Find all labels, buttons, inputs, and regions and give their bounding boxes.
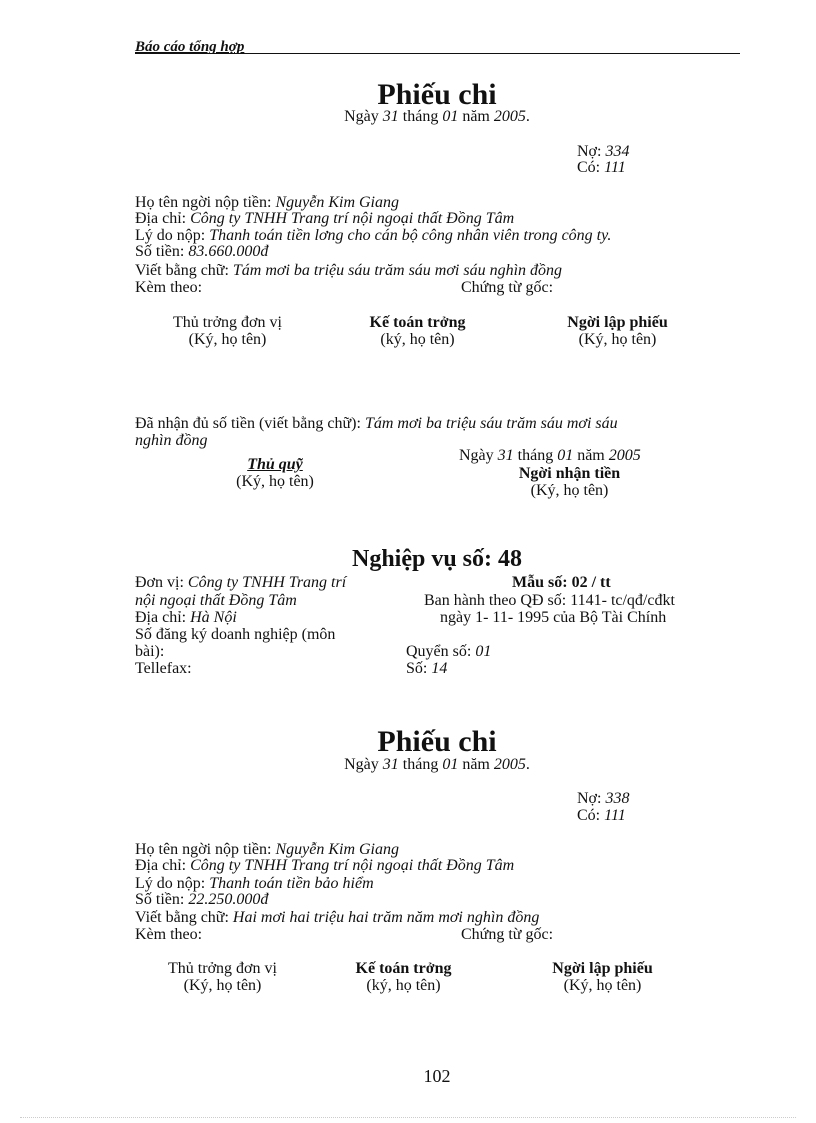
receipt-1-amount: Số tiền: 83.660.000đ xyxy=(135,243,269,260)
receipt-2-attach: Kèm theo: xyxy=(135,926,203,943)
operation-registration: Số đăng ký doanh nghiệp (môn xyxy=(135,626,336,643)
receipt-1-title: Phiếu chi xyxy=(377,78,497,111)
receipt-1-attach: Kèm theo: xyxy=(135,279,203,296)
receipt-1-sign-accountant: Kế toán trởng (ký, họ tên) xyxy=(369,314,466,348)
operation-number: Số: 14 xyxy=(406,660,448,677)
receipt-1-reason: Lý do nộp: Thanh toán tiền lơng cho cán bộ công nhân viên trong công ty. xyxy=(135,227,612,244)
receipt-1-sign-director: Thủ trởng đơn vị (Ký, họ tên) xyxy=(173,314,282,348)
receipt-2-date: Ngày 31 tháng 01 năm 2005. xyxy=(344,756,530,773)
receipt-1-payer: Họ tên ngời nộp tiền: Nguyễn Kim Giang xyxy=(135,194,399,211)
footer-rule xyxy=(20,1117,796,1118)
operation-unit-cont: nội ngoại thất Đồng Tâm xyxy=(135,592,297,609)
operation-form-number: Mẫu số: 02 / tt xyxy=(512,574,611,591)
receipt-2-origin: Chứng từ gốc: xyxy=(461,926,554,943)
receipt-1-debit: Nợ: 334 xyxy=(577,143,630,160)
receipt-1-date: Ngày 31 tháng 01 năm 2005. xyxy=(344,108,530,125)
page-number: 102 xyxy=(423,1066,451,1086)
operation-book: Quyển số: 01 xyxy=(406,643,492,660)
operation-fax: Tellefax: xyxy=(135,660,192,677)
receipt-2-sign-accountant: Kế toán trởng (ký, họ tên) xyxy=(355,960,452,994)
receipt-2-debit: Nợ: 338 xyxy=(577,790,630,807)
receipt-1-origin: Chứng từ gốc: xyxy=(461,279,554,296)
operation-registration-cont: bài): xyxy=(135,643,165,660)
header-rule xyxy=(135,53,740,54)
operation-title: Nghiệp vụ số: 48 xyxy=(351,546,523,572)
receipt-2-title: Phiếu chi xyxy=(377,725,497,758)
receipt-2-address: Địa chỉ: Công ty TNHH Trang trí nội ngoại thất Đồng Tâm xyxy=(135,857,515,874)
receipt-2-payer: Họ tên ngời nộp tiền: Nguyễn Kim Giang xyxy=(135,841,399,858)
receipt-1-sign-preparer: Ngời lập phiếu (Ký, họ tên) xyxy=(567,314,668,348)
receipt-1-address: Địa chỉ: Công ty TNHH Trang trí nội ngoại thất Đồng Tâm xyxy=(135,210,515,227)
receipt-2-sign-preparer: Ngời lập phiếu (Ký, họ tên) xyxy=(552,960,653,994)
receipt-2-amount-words: Viết bằng chữ: Hai mơi hai triệu hai trăm năm mơi nghìn đồng xyxy=(135,909,540,926)
receipt-2-reason: Lý do nộp: Thanh toán tiền bảo hiểm xyxy=(135,875,374,892)
receipt-1-received-cont: nghìn đồng xyxy=(135,432,208,449)
receipt-2-amount: Số tiền: 22.250.000đ xyxy=(135,891,269,908)
operation-unit: Đơn vị: Công ty TNHH Trang trí xyxy=(135,574,347,591)
receipt-2-credit: Có: 111 xyxy=(577,807,626,824)
receipt-1-received: Đã nhận đủ số tiền (viết bằng chữ): Tám mơi ba triệu sáu trăm sáu mơi sáu xyxy=(135,415,618,432)
operation-address: Địa chỉ: Hà Nội xyxy=(135,609,237,626)
document-header: Báo cáo tổng hợp xyxy=(135,39,245,55)
receipt-2-sign-director: Thủ trởng đơn vị (Ký, họ tên) xyxy=(168,960,277,994)
receipt-1-sign-treasurer: Thủ quỹ (Ký, họ tên) xyxy=(236,456,314,490)
operation-decree-date: ngày 1- 11- 1995 của Bộ Tài Chính xyxy=(440,609,667,626)
receipt-1-sign-receiver: Ngời nhận tiền (Ký, họ tên) xyxy=(518,465,621,499)
receipt-1-credit: Có: 111 xyxy=(577,159,626,176)
receipt-1-amount-words: Viết bằng chữ: Tám mơi ba triệu sáu trăm sáu mơi sáu nghìn đồng xyxy=(135,262,563,279)
operation-decree: Ban hành theo QĐ số: 1141- tc/qđ/cđkt xyxy=(424,592,675,609)
receipt-1-receive-date: Ngày 31 tháng 01 năm 2005 xyxy=(459,447,641,464)
